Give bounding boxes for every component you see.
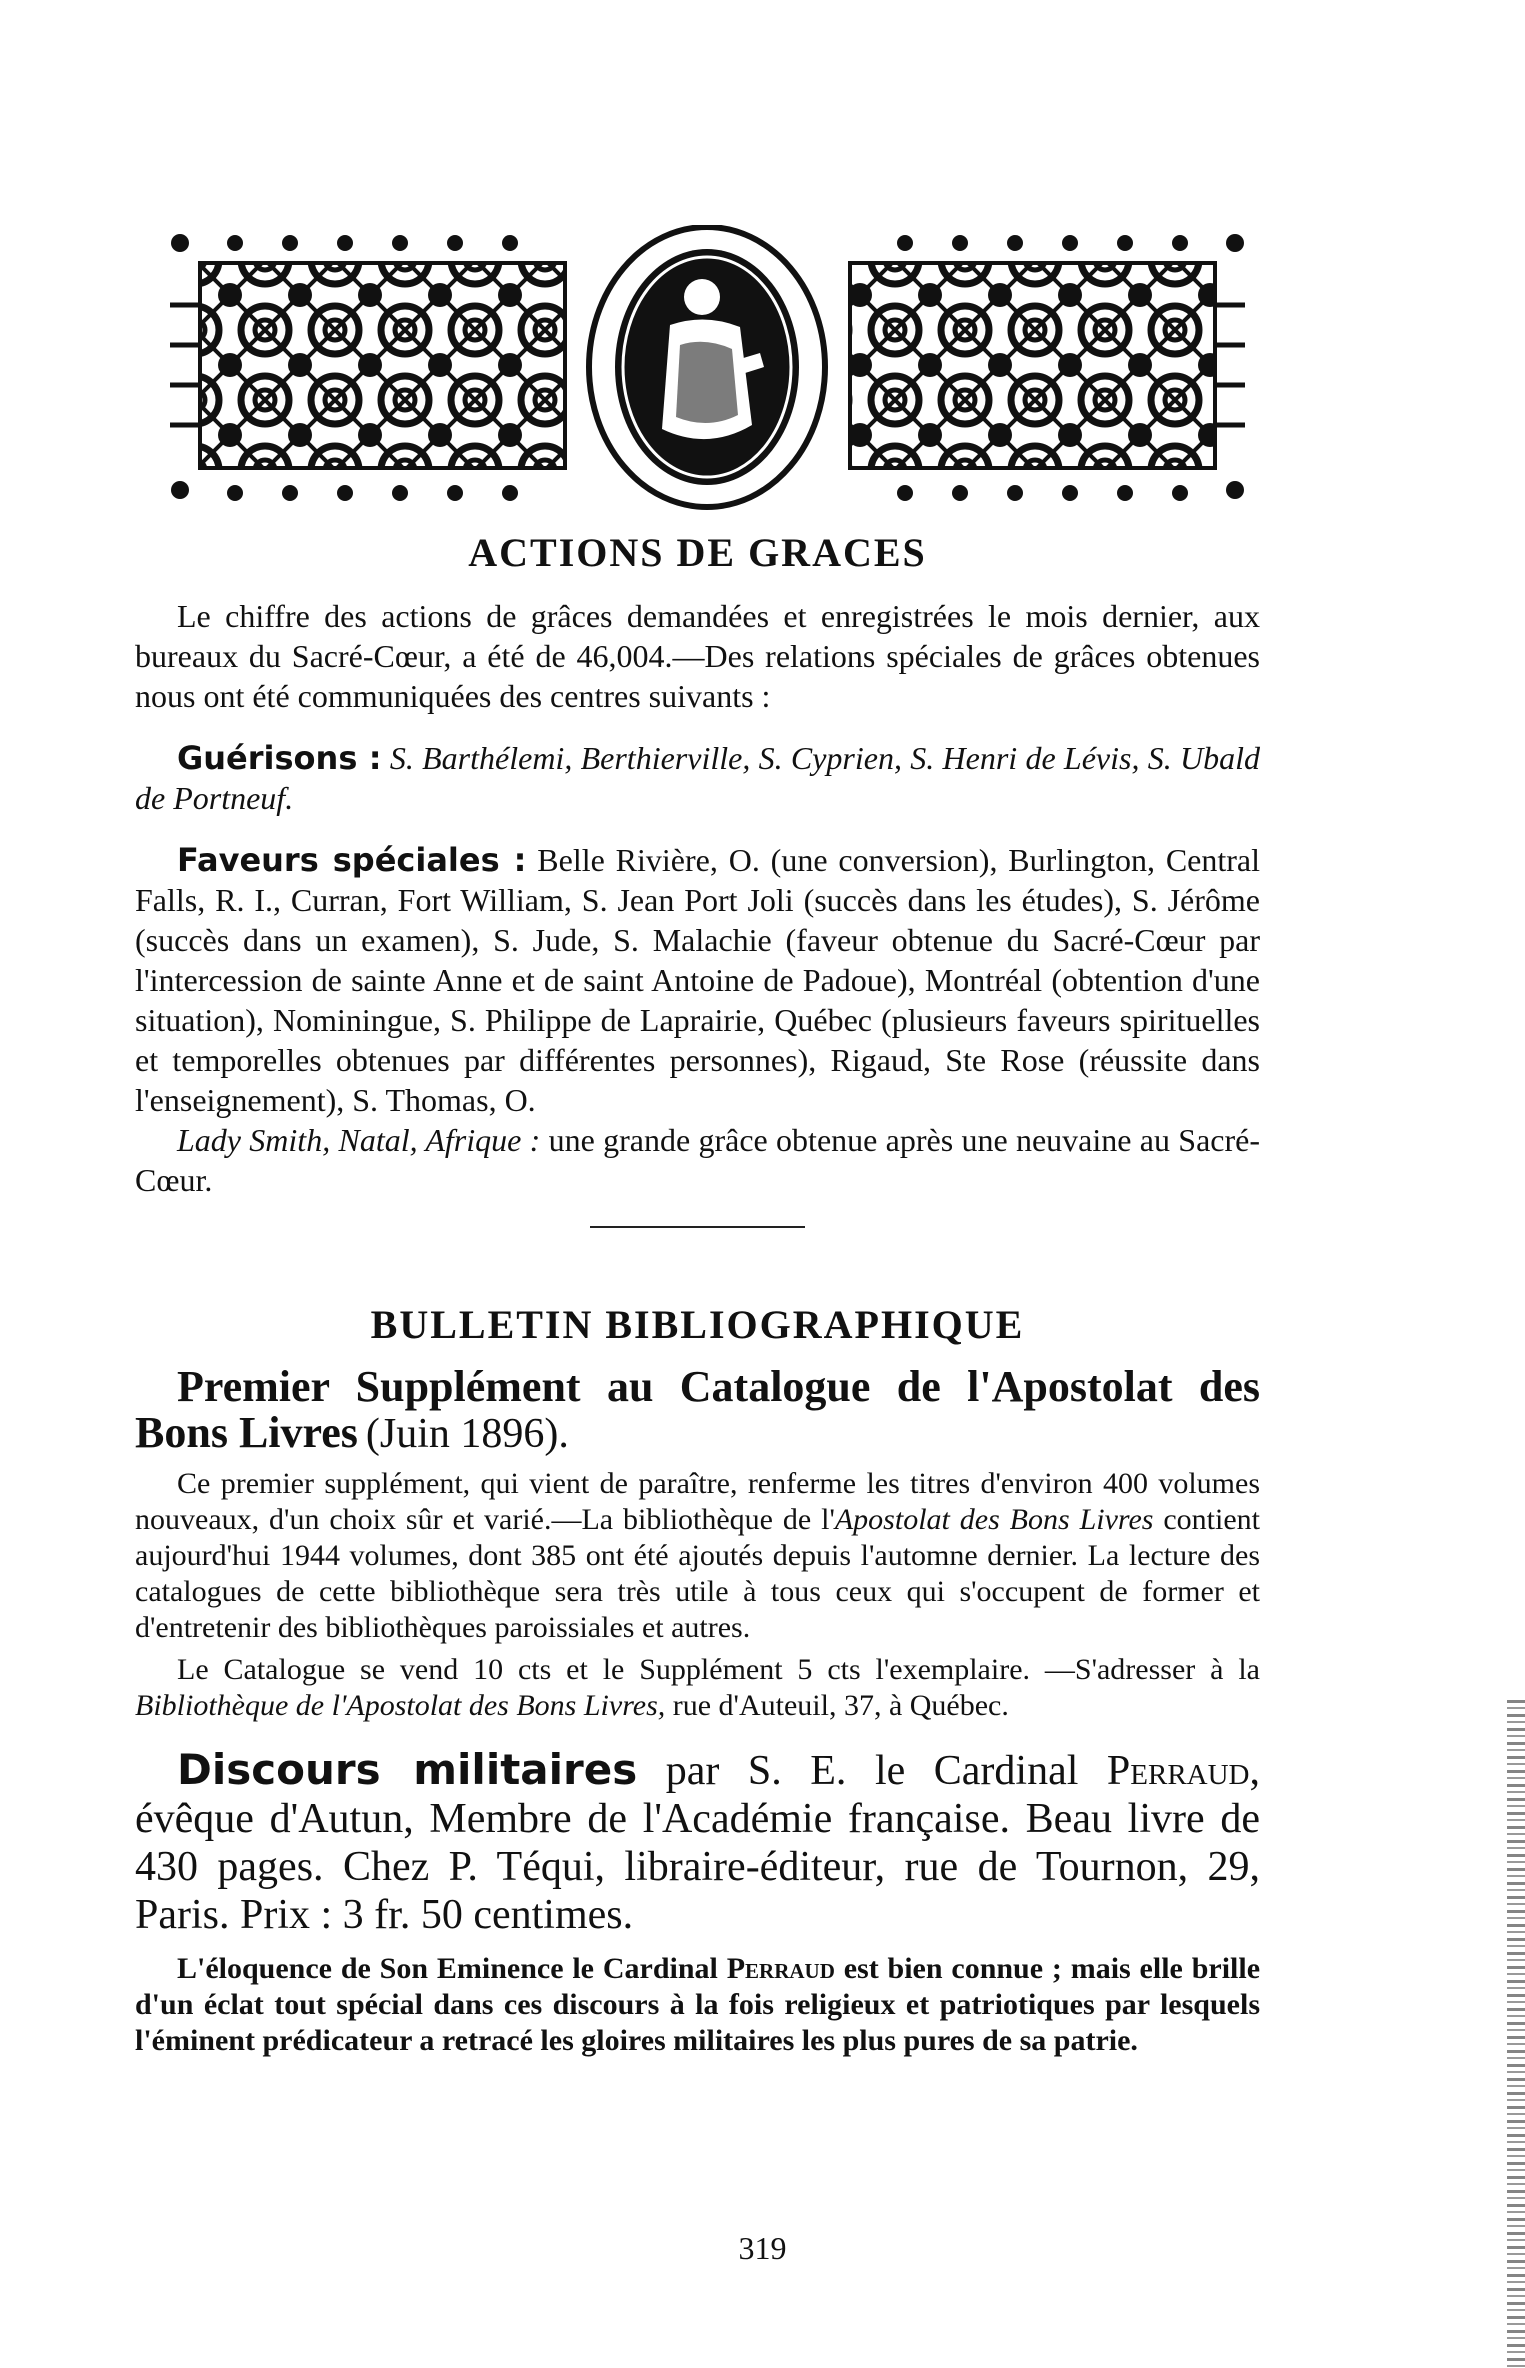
page-number: 319 xyxy=(738,2230,787,2266)
faveurs-paragraph xyxy=(135,840,1260,1120)
book1-heading xyxy=(135,1364,1260,1456)
lady-smith-paragraph xyxy=(135,1120,1260,1200)
guerisons-label: Guérisons : xyxy=(177,739,382,777)
intro-paragraph: Le chiffre des actions de grâces demandées et enregistrées le mois dernier, aux bureaux du Sacré-Cœur, a été de 46,004.—Des relations spéciales de grâces obtenues nous ont été communiquées des centres suivants : xyxy=(135,598,1260,714)
section-bulletin-bibliographique xyxy=(135,1300,1260,2059)
book2-title: Discours militaires xyxy=(177,1745,638,1794)
book1-title: Premier Supplément au Catalogue de l'Apostolat des Bons Livres xyxy=(135,1362,1260,1457)
book2-review-part1: L'éloquence de Son Eminence le Cardinal xyxy=(177,1952,727,1985)
book2-heading xyxy=(135,1746,1260,1939)
guerisons-places: S. Barthélemi, Berthierville, S. Cyprien, S. Henri de Lévis, S. Ubald de Portneuf. xyxy=(135,740,1261,816)
book2-review xyxy=(135,1951,1260,2059)
section-divider xyxy=(590,1226,805,1228)
faveurs-text: Belle Rivière, O. (une conversion), Burlington, Central Falls, R. I., Curran, Fort William, S. Jean Port Joli (succès dans les études), S. Jérôme (succès dans un examen), S. Jude, S. Malachie (faveur obtenue du Sacré-Cœur par l'intercession de sainte Anne et de saint Antoine de Padoue), Montréal (obtention d'une situation), Nominingue, S. Philippe de Laprairie, Québec (plusieurs faveurs spirituelles et temporelles obtenues par différentes personnes), Rigaud, Ste Rose (réussite dans l'enseignement), S. Thomas, O. xyxy=(135,842,1261,1118)
section-actions-de-graces xyxy=(135,528,1260,1228)
book2-author: Perraud xyxy=(1106,1748,1250,1794)
decorative-header-band-with-portrait xyxy=(160,225,1255,510)
book1-date: (Juin 1896). xyxy=(365,1411,569,1457)
faveurs-label: Faveurs spéciales : xyxy=(177,841,527,879)
book1-desc-title: Apostolat des Bons Livres xyxy=(834,1503,1154,1536)
book2-part2: , évêque d'Autun, Membre de l'Académie française. Beau livre de 430 pages. Chez P. Téqui, libraire-éditeur, rue de Tournon, 29, Paris. Prix : 3 fr. 50 centimes. xyxy=(135,1748,1260,1938)
book2-review-part2: est bien connue ; mais elle brille d'un éclat tout spécial dans ces discours à la fois religieux et patriotiques par lesquels l'éminent prédicateur a retracé les gloires militaires les plus pures de sa patrie. xyxy=(135,1952,1261,2057)
book1-address-place: Bibliothèque de l'Apostolat des Bons Livres, xyxy=(135,1689,666,1722)
scan-edge-artifact xyxy=(1507,1700,1525,2368)
book2-part1: par S. E. le Cardinal xyxy=(637,1748,1107,1794)
book1-price-part1: Le Catalogue se vend 10 cts et le Supplément 5 cts l'exemplaire. —S'adresser à la xyxy=(177,1653,1260,1686)
lady-smith-place: Lady Smith, Natal, Afrique : xyxy=(177,1122,541,1158)
book1-desc-part2: contient aujourd'hui 1944 volumes, dont 385 ont été ajoutés depuis l'automne dernier. La lecture des catalogues de cette bibliothèque sera très utile à tous ceux qui s'occupent de former et d'entretenir des bibliothèques paroissiales et autres. xyxy=(135,1503,1260,1644)
book1-description xyxy=(135,1466,1260,1646)
guerisons-paragraph xyxy=(135,738,1260,818)
section-title-bulletin: BULLETIN BIBLIOGRAPHIQUE xyxy=(370,1302,1025,1347)
book2-review-author: Perraud xyxy=(726,1952,835,1985)
lady-smith-text: une grande grâce obtenue après une neuvaine au Sacré-Cœur. xyxy=(135,1122,1261,1198)
book1-price-part2: rue d'Auteuil, 37, à Québec. xyxy=(665,1689,1009,1722)
book1-price xyxy=(135,1652,1260,1724)
section-title-actions-de-graces: ACTIONS DE GRACES xyxy=(468,530,927,575)
book1-desc-part1: Ce premier supplément, qui vient de paraître, renferme les titres d'environ 400 volumes nouveaux, d'un choix sûr et varié.—La bibliothèque de l' xyxy=(135,1467,1260,1536)
